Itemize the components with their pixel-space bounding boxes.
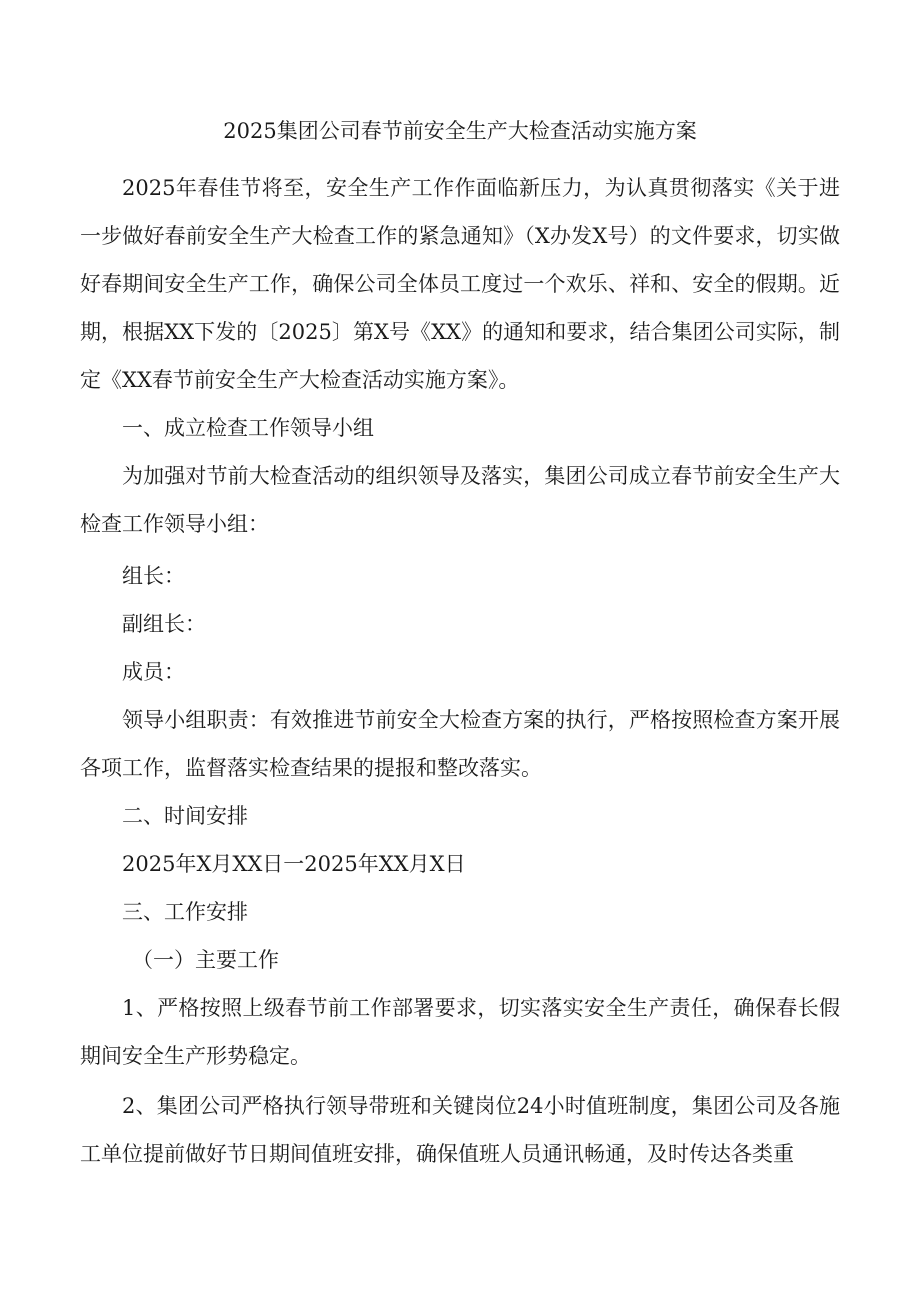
work-item-2: 2、集团公司严格执行领导带班和关键岗位24小时值班制度，集团公司及各施工单位提前做好节日期间值班安排，确保值班人员通讯畅通，及时传达各类重 bbox=[80, 1094, 840, 1166]
section-3-heading: 三、工作安排 bbox=[122, 900, 248, 924]
time-range: 2025年X月XX日一2025年XX月X日 bbox=[122, 852, 466, 876]
duties-paragraph: 领导小组职责：有效推进节前安全大检查方案的执行，严格按照检查方案开展各项工作，监督落实检查结果的提报和整改落实。 bbox=[80, 708, 840, 780]
leader-label: 组长： bbox=[122, 564, 185, 588]
subsection-1-heading: （一）主要工作 bbox=[132, 948, 279, 972]
intro-paragraph: 2025年春佳节将至，安全生产工作作面临新压力，为认真贯彻落实《关于进一步做好春前安全生产大检查工作的紧急通知》（X办发X号）的文件要求，切实做好春期间安全生产工作，确保公司全体员工度过一个欢乐、祥和、安全的假期。近期，根据XX下发的〔2025〕第X号《XX》的通知和要求，结合集团公司实际，制定《XX春节前安全生产大检查活动实施方案》。 bbox=[80, 176, 840, 392]
deputy-leader-label: 副组长： bbox=[122, 612, 206, 636]
members-label: 成员： bbox=[122, 660, 185, 684]
document-title: 2025集团公司春节前安全生产大检查活动实施方案 bbox=[223, 119, 697, 143]
section-1-paragraph: 为加强对节前大检查活动的组织领导及落实，集团公司成立春节前安全生产大检查工作领导小组： bbox=[80, 464, 840, 536]
work-item-1: 1、严格按照上级春节前工作部署要求，切实落实安全生产责任，确保春长假期间安全生产形势稳定。 bbox=[80, 996, 840, 1068]
section-1-heading: 一、成立检查工作领导小组 bbox=[122, 416, 374, 440]
section-2-heading: 二、时间安排 bbox=[122, 804, 248, 828]
